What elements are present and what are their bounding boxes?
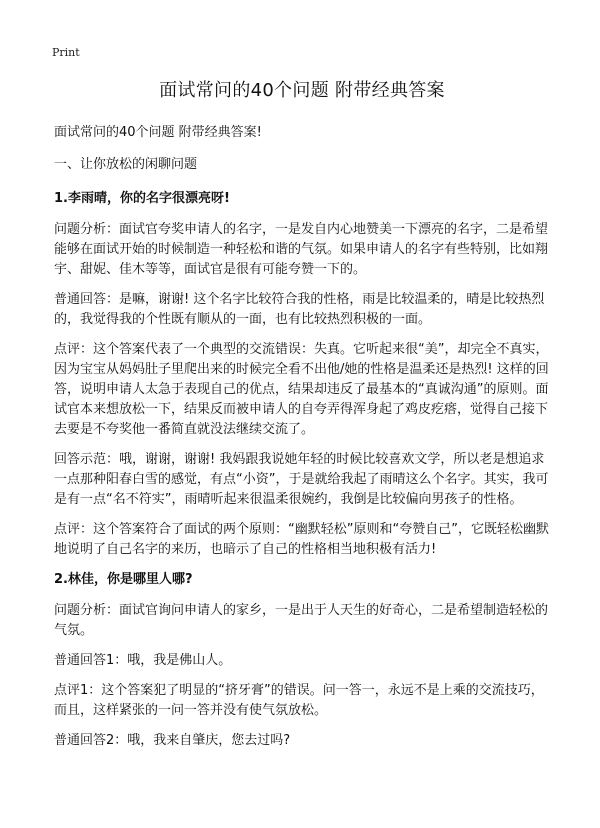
print-link[interactable]: Print [52,46,80,59]
question-1-comment: 点评：这个答案代表了一个典型的交流错误：失真。它听起来很“美”，却完全不真实，因为宝宝从妈妈肚子里爬出来的时候完全看不出他/她的性格是温柔还是热烈! 这样的回答，说明申请人太急于表现自己的优点，结果却违反了最基本的“真诚沟通”的原则。面试官本来想放松一下，结果反而被申请人的自夸弄得浑身起了鸡皮疙瘩，觉得自己接下去要是不夸奖他一番简直就没法继续交流了。 [54,342,549,437]
question-1-heading: 1.李雨晴，你的名字很漂亮呀! [54,191,230,206]
question-2-heading: 2.林佳，你是哪里人哪? [54,572,193,587]
page-title: 面试常问的40个问题 附带经典答案 [159,80,445,101]
question-2-normal-answer-2: 普通回答2：哦，我来自肇庆，您去过吗? [54,733,291,748]
question-2-comment-1: 点评1：这个答案犯了明显的“挤牙膏”的错误。问一答一，永远不是上乘的交流技巧，而且，这样紧张的一问一答并没有使气氛放松。 [54,683,544,718]
question-2-analysis: 问题分析：面试官询问申请人的家乡，一是出于人天生的好奇心，二是希望制造轻松的气氛。 [54,603,549,638]
question-1-analysis: 问题分析：面试官夸奖申请人的名字，一是发自内心地赞美一下漂亮的名字，二是希望能够在面试开始的时候制造一种轻松和谐的气氛。如果申请人的名字有些特别，比如翔宇、甜妮、佳木等等，面试官是很有可能夸赞一下的。 [54,222,549,277]
question-1-normal-answer: 普通回答：是嘛，谢谢! 这个名字比较符合我的性格，雨是比较温柔的，晴是比较热烈的，我觉得我的个性既有顺从的一面，也有比较热烈积极的一面。 [54,292,545,327]
article [54,78,550,761]
question-1-sample-comment: 点评：这个答案符合了面试的两个原则：“幽默轻松”原则和“夸赞自己”，它既轻松幽默地说明了自己名字的来历，也暗示了自己的性格相当地积极有活力! [54,522,549,557]
section-heading: 一、让你放松的闲聊问题 [54,157,198,172]
question-1-sample-answer: 回答示范：哦，谢谢，谢谢! 我妈跟我说她年轻的时候比较喜欢文学，所以老是想追求一点那种阳春白雪的感觉，有点“小资”，于是就给我起了雨晴这么个名字。其实，我可是有一点“名不符实”，雨晴听起来很温柔很婉约，我倒是比较偏向男孩子的性格。 [54,452,549,507]
intro-text: 面试常问的40个问题 附带经典答案! [54,125,262,140]
question-2-normal-answer-1: 普通回答1：哦，我是佛山人。 [54,653,232,668]
